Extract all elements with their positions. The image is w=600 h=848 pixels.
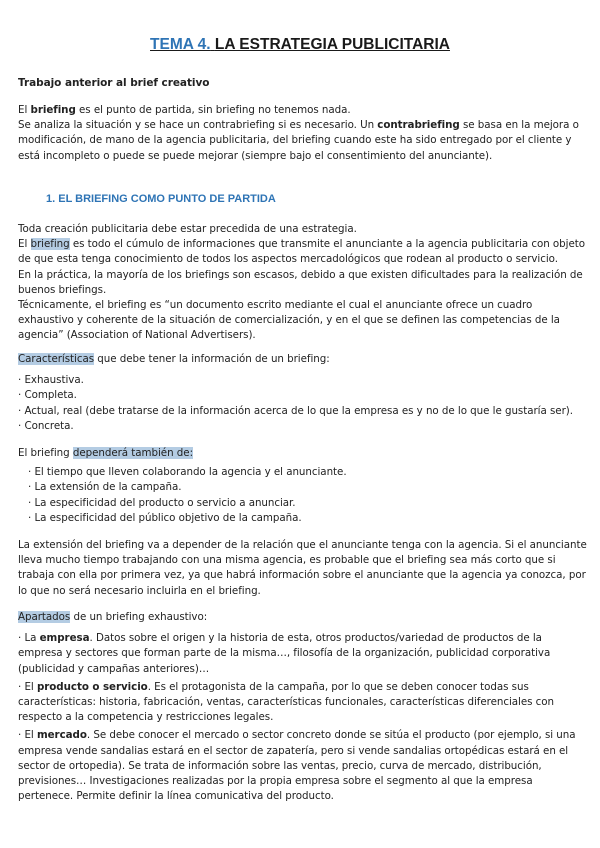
list-item: · La extensión de la campaña. bbox=[28, 481, 182, 494]
item-text: · La bbox=[18, 632, 40, 645]
list-item: · La especificidad del público objetivo de la campaña. bbox=[28, 511, 302, 524]
intro-text: es el punto de partida, sin briefing no tenemos nada. bbox=[75, 104, 351, 116]
item-bold: producto o servicio bbox=[36, 680, 148, 693]
trabajo-heading: Trabajo anterior al brief creativo bbox=[18, 77, 210, 89]
s1-text: es todo el cúmulo de informaciones que transmite el anunciante a la agencia publicitaria con objeto de que esta tenga conocimiento de todos los aspectos mercadológicos que rodean al producto o servicio. bbox=[18, 238, 586, 266]
item-text: . Datos sobre el origen y la historia de esta, otros productos/variedad de productos de la empresa y sectores que forman parte de la misma…, filosofía de la organización, publicidad corporativa (publicidad y campañas anteriores)… bbox=[18, 632, 551, 675]
title-number: TEMA 4. bbox=[150, 36, 211, 53]
intro-text: Se analiza la situación y se hace un contrabriefing si es necesario. Un bbox=[18, 119, 378, 132]
intro-bold-contrabriefing: contrabriefing bbox=[377, 119, 460, 132]
extension-paragraph: La extensión del briefing va a depender de la relación que el anunciante tenga con la agencia. Si el anunciante lleva mucho tiempo trabajando con una misma agencia, es probable que el briefing sea más corto que si trabaja con ella por primera vez, ya que habrá información sobre el anunciante que la agencia ya conozca, por lo que no será necesario incluirla en el briefing. bbox=[18, 539, 587, 597]
caracteristicas-highlight: Características bbox=[18, 353, 95, 365]
item-bold: empresa bbox=[39, 632, 90, 645]
caracteristicas-lead: que debe tener la información de un briefing: bbox=[94, 353, 330, 365]
depende-lead: El briefing bbox=[18, 447, 73, 459]
section-heading: 1. EL BRIEFING COMO PUNTO DE PARTIDA bbox=[46, 193, 276, 205]
list-item: · Completa. bbox=[18, 389, 77, 402]
caracteristicas-block bbox=[18, 352, 588, 434]
apartados-lead: de un briefing exhaustivo: bbox=[70, 611, 208, 623]
s1-p4: Técnicamente, el briefing es “un documento escrito mediante el cual el anunciante ofrece un cuadro exhaustivo y coherente de la situación de comercialización, y en el que se definen las competencias de la agencia” (Association of National Advertisers). bbox=[18, 299, 560, 342]
page-title bbox=[0, 36, 600, 54]
intro-text: El bbox=[18, 104, 31, 116]
section1-body bbox=[18, 222, 588, 344]
list-item: · El tiempo que lleven colaborando la agencia y el anunciante. bbox=[28, 466, 347, 479]
intro-text: se basa en la mejora o modificación, de mano de la agencia publicitaria, del briefing cuando este ha sido entregado por el cliente y está incompleto o puede se puede mejorar (siempre bajo el consentimiento del anunciante). bbox=[18, 119, 579, 162]
s1-text: El bbox=[18, 238, 31, 251]
list-item bbox=[18, 680, 588, 726]
list-item: · Actual, real (debe tratarse de la información acerca de lo que la empresa es y no de lo que le gustaría ser). bbox=[18, 404, 573, 417]
s1-p1: Toda creación publicitaria debe estar precedida de una estrategia. bbox=[18, 223, 357, 235]
list-item: · Concreta. bbox=[18, 419, 74, 432]
item-bold: mercado bbox=[36, 729, 87, 742]
s1-highlight: briefing bbox=[30, 238, 70, 251]
item-text: . Se debe conocer el mercado o sector concreto donde se sitúa el producto (por ejemplo, si una empresa vende sandalias estará en el sector de zapatería, pero si vende sandalias ortopédicas estará en el sector de ortopedia). Se trata de información sobre las ventas, precio, curva de mercado, distribución, previsiones… Investigaciones realizadas por la propia empresa sobre el segmento al que la empresa pertenece. Permite definir la línea comunicativa del producto. bbox=[18, 729, 576, 803]
item-text: · El bbox=[18, 680, 37, 693]
item-text: · El bbox=[18, 729, 37, 742]
item-text: . Es el protagonista de la campaña, por lo que se deben conocer todas sus características: historia, fabricación, ventas, características funcionales, características diferenciales con respecto a la competencia y restricciones legales. bbox=[18, 680, 555, 724]
intro-bold-briefing: briefing bbox=[30, 104, 76, 116]
list-item: · Exhaustiva. bbox=[18, 374, 84, 387]
list-item bbox=[18, 631, 588, 677]
apartados-block bbox=[18, 610, 588, 807]
list-item: · La especificidad del producto o servicio a anunciar. bbox=[28, 496, 296, 509]
depende-block bbox=[18, 446, 588, 526]
apartados-highlight: Apartados bbox=[18, 611, 71, 623]
s1-p3: En la práctica, la mayoría de los briefings son escasos, debido a que existen dificultades para la realización de buenos briefings. bbox=[18, 268, 583, 296]
list-item bbox=[18, 728, 588, 804]
intro-paragraph bbox=[18, 103, 588, 164]
depende-highlight: dependerá también de: bbox=[72, 447, 193, 459]
title-text: LA ESTRATEGIA PUBLICITARIA bbox=[214, 36, 450, 53]
